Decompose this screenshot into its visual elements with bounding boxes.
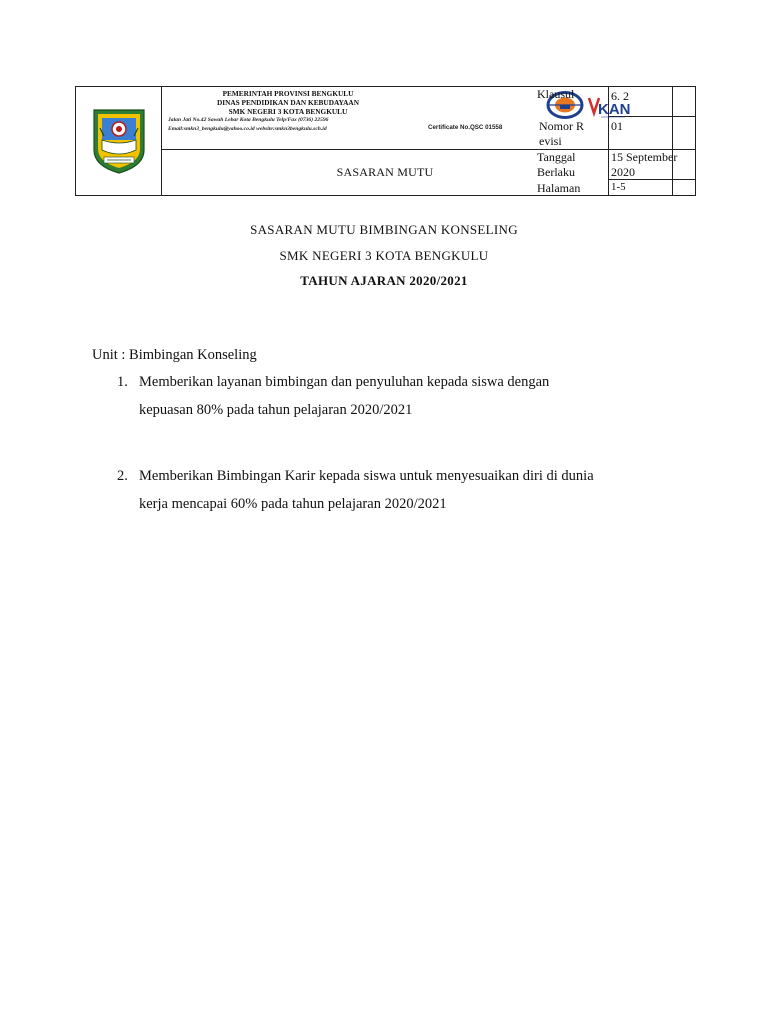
field-label-tanggal-berlaku: Tanggal: [537, 150, 576, 164]
document-title-line-2: SMK NEGERI 3 KOTA BENGKULU: [279, 248, 489, 263]
address-line: Email:smkn3_bengkulu@yahoo.co.id website:smkn3bengkulu.sch.id: [168, 126, 327, 132]
field-value-klausul: 6. 2: [611, 89, 629, 103]
header-table: [75, 86, 696, 196]
institution-line: SMK NEGERI 3 KOTA BENGKULU: [228, 107, 348, 116]
certificate-number: Certificate No.QSC 01558: [428, 124, 503, 131]
list-item-text: kepuasan 80% pada tahun pelajaran 2020/2021: [139, 402, 413, 418]
list-item-text: Memberikan layanan bimbingan dan penyuluhan kepada siswa dengan: [139, 374, 550, 390]
header-title: SASARAN MUTU: [336, 165, 434, 179]
institution-address: [168, 116, 418, 134]
list-item-text: Memberikan Bimbingan Karir kepada siswa untuk menyesuaikan diri di dunia: [139, 468, 594, 484]
field-label-klausul: Klausul: [537, 87, 575, 101]
address-line: Jalan Jati No.42 Sawah Lebar Kota Bengkulu Telp/Fax (0736) 22596: [168, 117, 329, 123]
institution-name: [168, 89, 408, 116]
field-value-tanggal-berlaku-cont: 2020: [611, 165, 635, 179]
field-label-nomor-revisi-cont: evisi: [539, 134, 562, 148]
list-item-text: kerja mencapai 60% pada tahun pelajaran 2020/2021: [139, 496, 447, 512]
field-value-halaman: 1-5: [611, 181, 626, 193]
field-value-nomor-revisi: 01: [611, 119, 623, 133]
field-label-nomor-revisi: Nomor R: [539, 119, 584, 133]
kan-logo-text: KAN: [598, 101, 631, 118]
institution-line: DINAS PENDIDIKAN DAN KEBUDAYAAN: [217, 98, 359, 107]
bengkulu-emblem-icon: [88, 106, 150, 176]
list-item-number: 1.: [117, 374, 128, 390]
institution-line: PEMERINTAH PROVINSI BENGKULU: [222, 89, 354, 98]
field-label-tanggal-berlaku-cont: Berlaku: [537, 165, 575, 179]
document-title-line-3: TAHUN AJARAN 2020/2021: [300, 273, 468, 288]
list-item-number: 2.: [117, 468, 128, 484]
field-value-tanggal-berlaku: 15 September: [611, 150, 678, 164]
document-title-line-1: SASARAN MUTU BIMBINGAN KONSELING: [250, 222, 518, 237]
field-label-halaman: Halaman: [537, 181, 581, 195]
emblem-cell: [76, 87, 161, 195]
unit-label: Unit : Bimbingan Konseling: [92, 347, 257, 363]
